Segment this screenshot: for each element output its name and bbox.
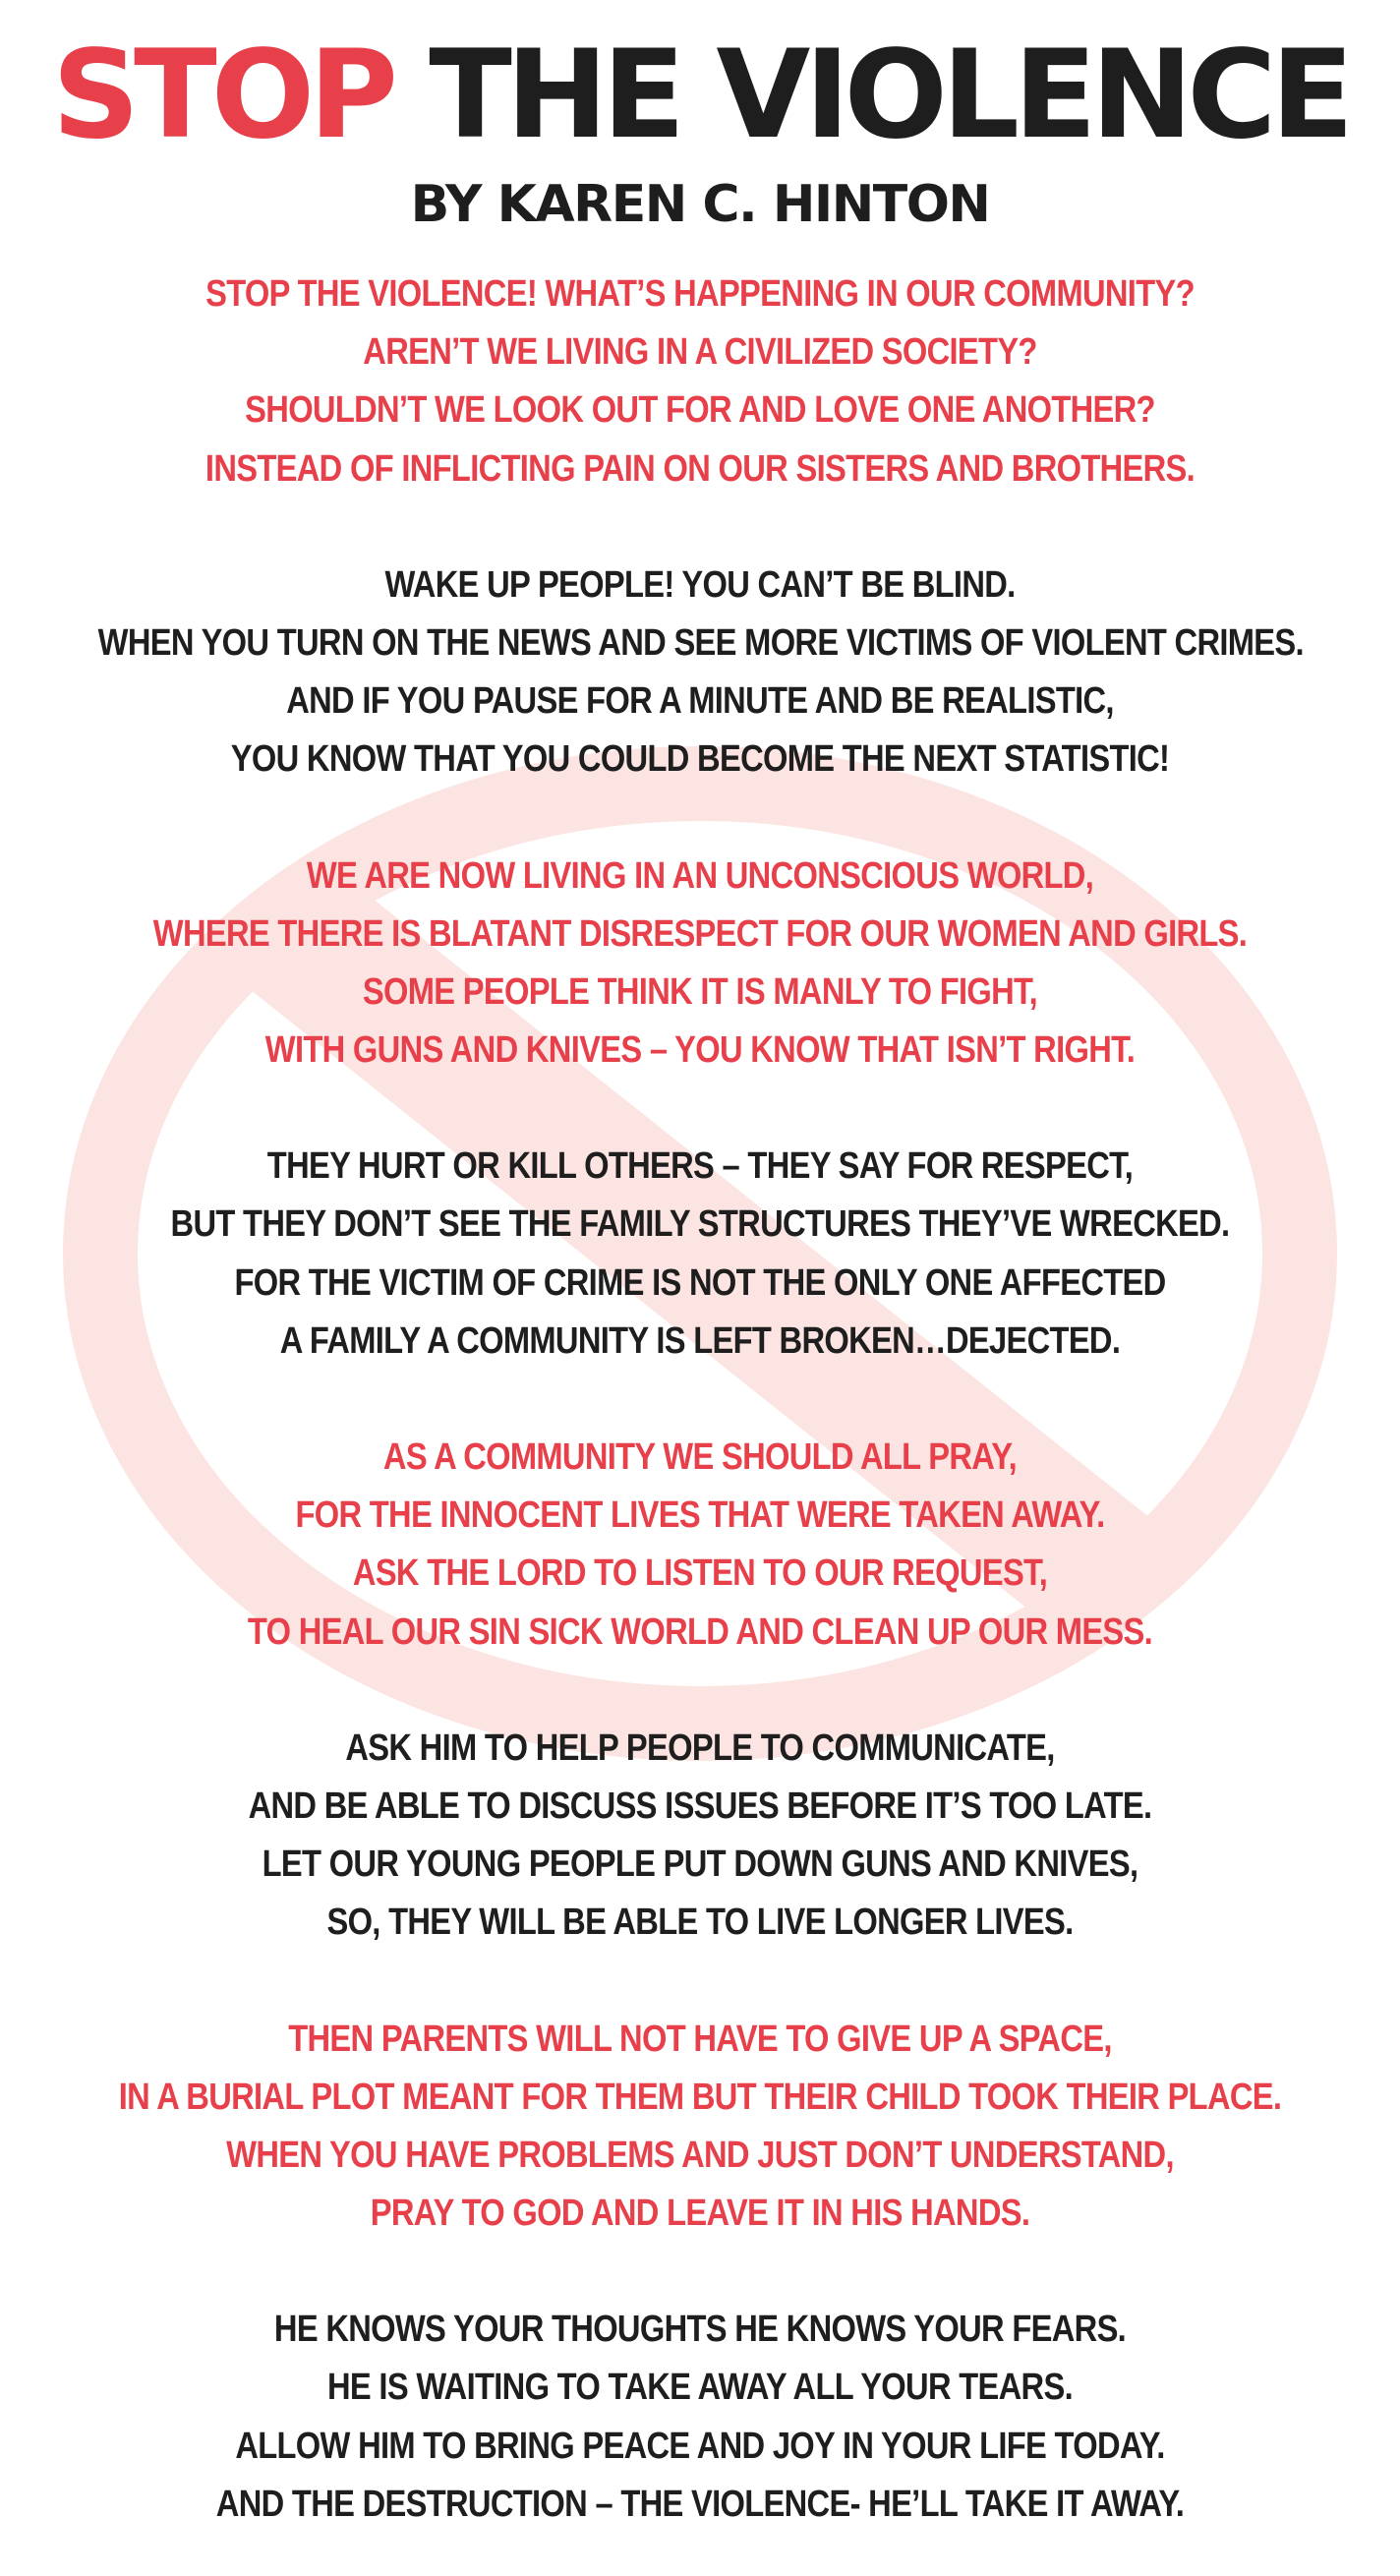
stanza [0,2011,1400,2244]
author-byline: BY KAREN C. HINTON [410,175,990,234]
poem-line: INSTEAD OF INFLICTING PAIN ON OUR SISTERS AND BROTHERS. [204,447,1196,490]
poem-line: AND THE DESTRUCTION – THE VIOLENCE- HE’LL TAKE IT AWAY. [215,2483,1185,2525]
stanza [0,1429,1400,1662]
poem-line: WE ARE NOW LIVING IN AN UNCONSCIOUS WORLD, [306,854,1094,897]
poem-line: A FAMILY A COMMUNITY IS LEFT BROKEN…DEJECTED. [279,1319,1121,1362]
poem-line: AS A COMMUNITY WE SHOULD ALL PRAY, [382,1436,1018,1478]
stanza [0,1138,1400,1371]
poem-line: TO HEAL OUR SIN SICK WORLD AND CLEAN UP OUR MESS. [247,1610,1153,1653]
stanza [0,848,1400,1081]
poem-line: FOR THE INNOCENT LIVES THAT WERE TAKEN AWAY. [295,1494,1105,1537]
poem-line: WHERE THERE IS BLATANT DISRESPECT FOR OUR WOMEN AND GIRLS. [152,912,1248,955]
stanza [0,265,1400,498]
poem-line: ASK HIM TO HELP PEOPLE TO COMMUNICATE, [345,1727,1055,1769]
poem-line: IN A BURIAL PLOT MEANT FOR THEM BUT THEIR CHILD TOOK THEIR PLACE. [118,2076,1282,2118]
poem-line: AND BE ABLE TO DISCUSS ISSUES BEFORE IT’S TOO LATE. [248,1785,1152,1827]
title-rest: THE VIOLENCE [429,25,1349,166]
poem-line: THEN PARENTS WILL NOT HAVE TO GIVE UP A SPACE, [288,2018,1112,2060]
poem-line: ASK THE LORD TO LISTEN TO OUR REQUEST, [352,1552,1048,1595]
poem-line: LET OUR YOUNG PEOPLE PUT DOWN GUNS AND KNIVES, [262,1844,1138,1886]
stanza [0,556,1400,790]
poem-line: FOR THE VICTIM OF CRIME IS NOT THE ONLY ONE AFFECTED [234,1261,1166,1304]
poem-body [0,265,1400,2534]
poem-line: AREN’T WE LIVING IN A CIVILIZED SOCIETY? [363,331,1037,374]
title-stop-word: STOP [51,25,393,166]
poem-line: HE IS WAITING TO TAKE AWAY ALL YOUR TEARS. [327,2367,1073,2409]
poem-line: AND IF YOU PAUSE FOR A MINUTE AND BE REALISTIC, [286,680,1114,723]
poem-line: SOME PEOPLE THINK IT IS MANLY TO FIGHT, [362,970,1038,1013]
poem-line: PRAY TO GOD AND LEAVE IT IN HIS HANDS. [370,2193,1030,2235]
poem-line: BUT THEY DON’T SEE THE FAMILY STRUCTURES THEY’VE WRECKED. [170,1203,1230,1246]
poem-line: THEY HURT OR KILL OTHERS – THEY SAY FOR RESPECT, [266,1145,1134,1188]
poem-line: SO, THEY WILL BE ABLE TO LIVE LONGER LIVES. [326,1902,1074,1944]
poem-line: HE KNOWS YOUR THOUGHTS HE KNOWS YOUR FEARS. [273,2309,1127,2351]
poem-line: YOU KNOW THAT YOU COULD BECOME THE NEXT STATISTIC! [230,738,1170,781]
poem-line: SHOULDN’T WE LOOK OUT FOR AND LOVE ONE ANOTHER? [245,389,1155,432]
poem-line: ALLOW HIM TO BRING PEACE AND JOY IN YOUR LIFE TODAY. [235,2425,1165,2467]
poem-line: WHEN YOU HAVE PROBLEMS AND JUST DON’T UNDERSTAND, [226,2134,1174,2176]
stanza [0,2301,1400,2534]
poem-line: STOP THE VIOLENCE! WHAT’S HAPPENING IN OUR COMMUNITY? [205,273,1195,315]
stanza [0,1720,1400,1953]
page-title [0,0,1400,169]
poem-line: WITH GUNS AND KNIVES – YOU KNOW THAT ISN’T RIGHT. [264,1029,1136,1072]
poem-line: WHEN YOU TURN ON THE NEWS AND SEE MORE VICTIMS OF VIOLENT CRIMES. [97,621,1304,664]
poem-line: WAKE UP PEOPLE! YOU CAN’T BE BLIND. [384,563,1016,606]
